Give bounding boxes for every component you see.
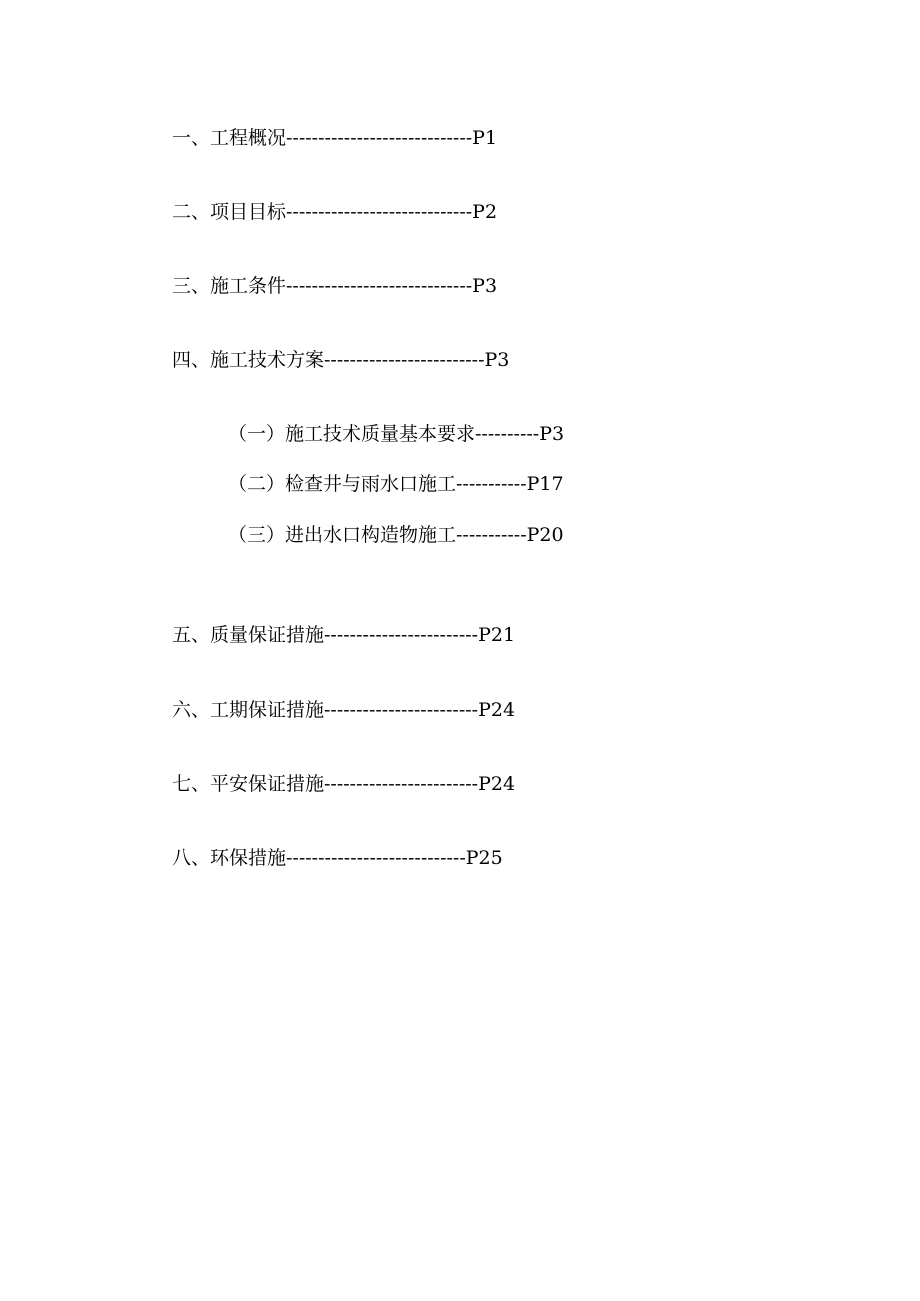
toc-entry-3[interactable]: 三、施工条件-----------------------------P3 <box>172 275 498 297</box>
toc-subentry-4-2[interactable]: （二）检查井与雨水口施工-----------P17 <box>228 473 564 495</box>
toc-entry-1[interactable]: 一、工程概况-----------------------------P1 <box>172 127 498 149</box>
toc-subentry-4-3[interactable]: （三）进出水口构造物施工-----------P20 <box>228 524 564 546</box>
toc-entry-6[interactable]: 六、工期保证措施------------------------P24 <box>172 699 516 721</box>
toc-subentry-4-1[interactable]: （一）施工技术质量基本要求----------P3 <box>228 423 565 445</box>
toc-entry-8[interactable]: 八、环保措施----------------------------P25 <box>172 847 503 869</box>
toc-entry-5[interactable]: 五、质量保证措施------------------------P21 <box>172 624 516 646</box>
toc-entry-4[interactable]: 四、施工技术方案-------------------------P3 <box>172 349 510 371</box>
toc-entry-7[interactable]: 七、平安保证措施------------------------P24 <box>172 773 516 795</box>
toc-entry-2[interactable]: 二、项目目标-----------------------------P2 <box>172 201 498 223</box>
